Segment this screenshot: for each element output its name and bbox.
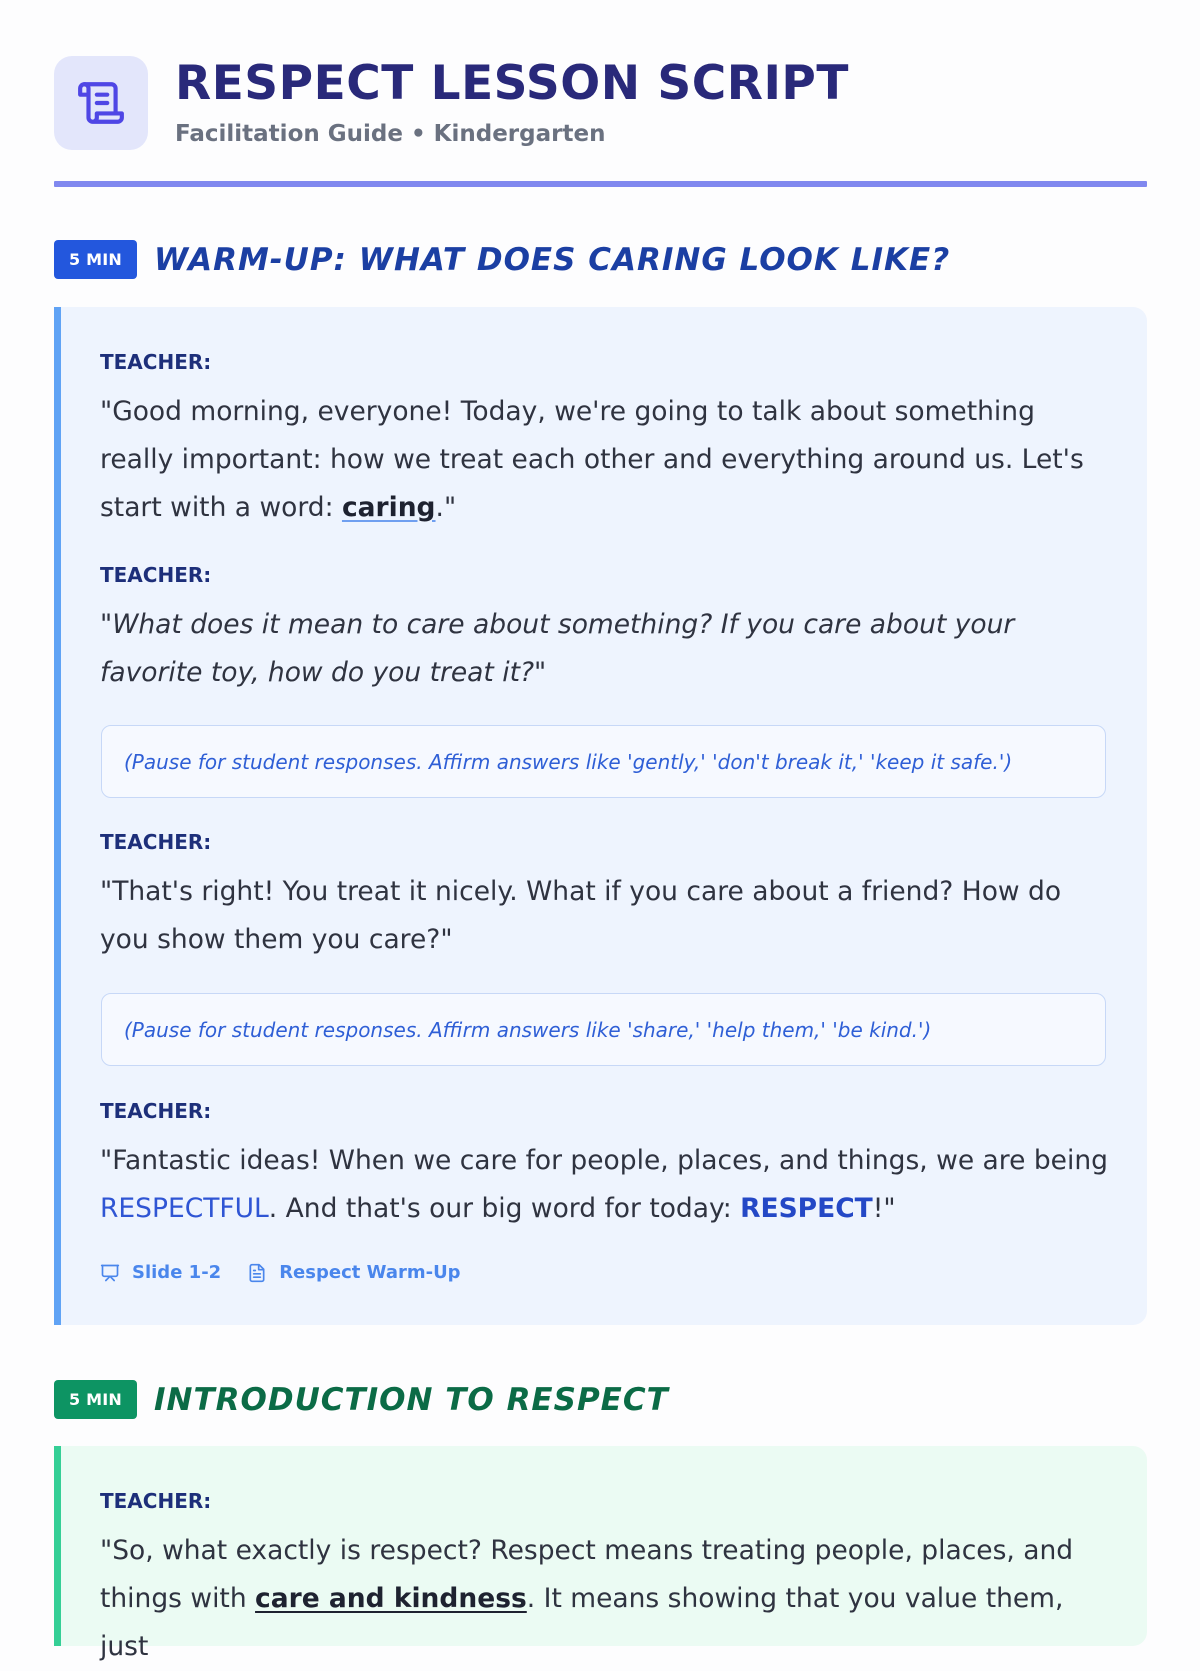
page-header xyxy=(54,56,849,150)
teacher-line: "So, what exactly is respect? Respect means treating people, places, and things with care and kindness. It means showing that you value them, just xyxy=(100,1535,1074,1662)
resource-document-link[interactable] xyxy=(247,1262,460,1283)
speaker-label: TEACHER: xyxy=(100,563,212,587)
section-heading-warm-up xyxy=(54,240,950,279)
scroll-icon xyxy=(76,78,126,128)
emphasis-word: caring xyxy=(341,492,436,523)
resource-label: Respect Warm-Up xyxy=(279,1262,461,1283)
duration-badge: 5 MIN xyxy=(54,1380,137,1419)
teacher-line: "Good morning, everyone! Today, we're going to talk about something really important: how we treat each other and everything around us. Let's start with a word: caring." xyxy=(100,396,1084,523)
speaker-label: TEACHER: xyxy=(100,1099,212,1123)
section-heading-introduction xyxy=(54,1380,669,1419)
presentation-icon xyxy=(100,1263,120,1283)
header-divider xyxy=(54,181,1147,187)
keyword-respectful: RESPECTFUL xyxy=(100,1193,269,1224)
section-title: WARM-UP: WHAT DOES CARING LOOK LIKE? xyxy=(154,241,951,278)
teacher-question: "What does it mean to care about something? If you care about your favorite toy, how do you treat it?" xyxy=(100,609,1015,688)
resource-label: Slide 1-2 xyxy=(132,1262,222,1283)
document-icon xyxy=(247,1263,267,1283)
duration-badge: 5 MIN xyxy=(54,240,137,279)
teacher-line: "Fantastic ideas! When we care for people, places, and things, we are being RESPECTFUL. And that's our big word for today: RESPECT!" xyxy=(100,1145,1108,1224)
facilitator-note: (Pause for student responses. Affirm answers like 'share,' 'help them,' 'be kind.') xyxy=(101,993,1106,1066)
page-title: RESPECT LESSON SCRIPT xyxy=(175,56,849,111)
speaker-label: TEACHER: xyxy=(100,830,212,854)
resource-slide-link[interactable] xyxy=(100,1262,221,1283)
page-subtitle: Facilitation Guide • Kindergarten xyxy=(175,121,606,147)
emphasis-phrase: care and kindness xyxy=(255,1583,527,1614)
section-title: INTRODUCTION TO RESPECT xyxy=(154,1381,669,1418)
speaker-label: TEACHER: xyxy=(100,350,212,374)
resource-links xyxy=(100,1262,487,1283)
keyword-respect: RESPECT xyxy=(740,1193,873,1224)
speaker-label: TEACHER: xyxy=(100,1489,212,1513)
facilitator-note: (Pause for student responses. Affirm answers like 'gently,' 'don't break it,' 'keep it safe.') xyxy=(101,725,1106,798)
logo-tile xyxy=(54,56,148,150)
teacher-line: "That's right! You treat it nicely. What if you care about a friend? How do you show them you care?" xyxy=(100,876,1062,955)
